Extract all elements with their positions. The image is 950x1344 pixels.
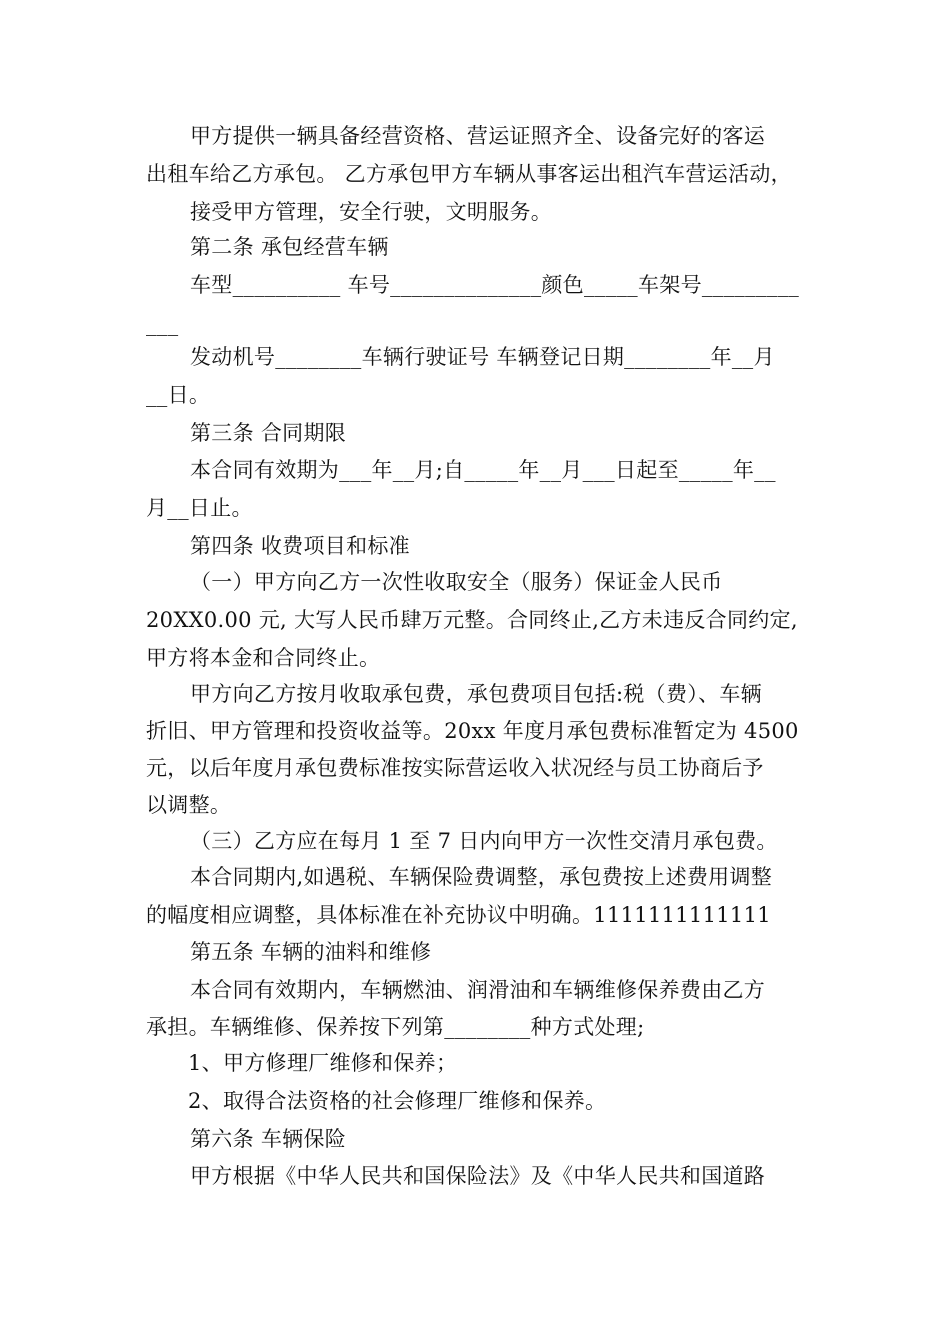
paragraph-line: 本合同有效期内，车辆燃油、润滑油和车辆维修保养费由乙方: [190, 978, 766, 1002]
paragraph-line: 甲方将本金和合同终止。: [146, 646, 381, 670]
paragraph-line: 出租车给乙方承包。 乙方承包甲方车辆从事客运出租汽车营运活动，: [146, 162, 792, 186]
paragraph-line: 本合同有效期为___年__月;自_____年__月___日起至_____年__: [190, 458, 776, 482]
list-item: 2、取得合法资格的社会修理厂维修和保养。: [188, 1089, 607, 1113]
paragraph-line: 甲方向乙方按月收取承包费，承包费项目包括:税（费）、车辆: [190, 682, 762, 706]
paragraph-line: 发动机号________车辆行驶证号 车辆登记日期________年__月: [190, 345, 775, 369]
paragraph-line: 车型__________ 车号______________颜色_____车架号_________: [190, 273, 800, 297]
section-heading: 第五条 车辆的油料和维修: [190, 940, 432, 964]
paragraph-line: 甲方提供一辆具备经营资格、营运证照齐全、设备完好的客运: [190, 124, 766, 148]
list-item: 1、甲方修理厂维修和保养；: [188, 1051, 458, 1075]
paragraph-line: 月__日止。: [146, 496, 253, 520]
paragraph-line: （三）乙方应在每月 1 至 7 日内向甲方一次性交清月承包费。: [190, 829, 778, 853]
paragraph-line: 甲方根据《中华人民共和国保险法》及《中华人民共和国道路: [190, 1164, 766, 1188]
paragraph-line: 接受甲方管理，安全行驶，文明服务。: [190, 200, 553, 224]
section-heading: 第四条 收费项目和标准: [190, 534, 410, 558]
paragraph-line: 本合同期内,如遇税、车辆保险费调整，承包费按上述费用调整: [190, 865, 773, 889]
section-heading: 第三条 合同期限: [190, 421, 347, 445]
section-heading: 第二条 承包经营车辆: [190, 235, 389, 259]
paragraph-line: __日。: [146, 383, 211, 407]
paragraph-line: 承担。车辆维修、保养按下列第________种方式处理;: [146, 1015, 645, 1039]
paragraph-line: 的幅度相应调整，具体标准在补充协议中明确。1111111111111: [146, 903, 771, 927]
section-heading: 第六条 车辆保险: [190, 1127, 347, 1151]
paragraph-line: 20XX0.00 元, 大写人民币肆万元整。合同终止,乙方未违反合同约定,: [146, 608, 798, 632]
paragraph-line: 元，以后年度月承包费标准按实际营运收入状况经与员工协商后予: [146, 756, 764, 780]
paragraph-line: ___: [146, 312, 179, 336]
paragraph-line: （一）甲方向乙方一次性收取安全（服务）保证金人民币: [190, 570, 723, 594]
paragraph-line: 折旧、甲方管理和投资收益等。20xx 年度月承包费标准暂定为 4500: [146, 719, 799, 743]
paragraph-line: 以调整。: [146, 793, 232, 817]
